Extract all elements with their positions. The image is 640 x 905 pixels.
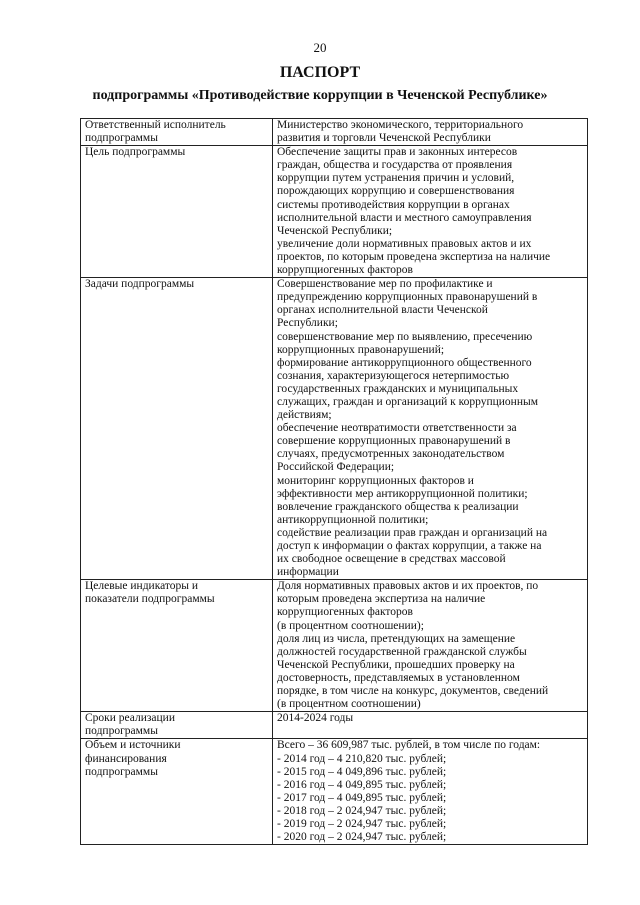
row-value-line: проектов, по которым проведена экспертиза на наличие — [277, 250, 551, 263]
row-value-line: коррупциогенных факторов — [277, 264, 413, 277]
row-value-cell — [273, 580, 588, 712]
row-label-line: подпрограммы — [85, 765, 158, 778]
table-row — [81, 278, 588, 580]
row-value-line: их свободное освещение в средствах массовой — [277, 553, 506, 566]
row-value-line: порядке, в том числе на конкурс, документов, сведений — [277, 685, 549, 698]
row-value-line: информации — [277, 566, 339, 579]
row-value-line: исполнительной власти и местного самоуправления — [277, 211, 532, 224]
row-value-line: системы противодействия коррупции в органах — [277, 198, 510, 211]
row-value-line: случаях, предусмотренных законодательством — [277, 448, 505, 461]
passport-table — [80, 118, 588, 845]
row-value-line: служащих, граждан и организаций к коррупционным — [277, 395, 538, 408]
row-label-line: подпрограммы — [85, 132, 158, 145]
row-value-line: коррупциогенных факторов — [277, 606, 413, 619]
row-value-line: - 2020 год – 2 024,947 тыс. рублей; — [277, 831, 447, 844]
row-value-line: - 2016 год – 4 049,895 тыс. рублей; — [277, 778, 447, 791]
row-value-cell — [273, 278, 588, 580]
table-row — [81, 580, 588, 712]
row-value-line: Всего – 36 609,987 тыс. рублей, в том числе по годам: — [277, 739, 541, 752]
row-label-line: Целевые индикаторы и — [85, 580, 199, 593]
row-value-line: Совершенствование мер по профилактике и — [277, 278, 493, 291]
row-value-line: - 2017 год – 4 049,895 тыс. рублей; — [277, 791, 447, 804]
row-value-cell — [273, 119, 588, 146]
row-value-line: государственных гражданских и муниципальных — [277, 382, 519, 395]
row-value-line: (в процентном соотношении); — [277, 619, 424, 632]
row-value-line: - 2018 год – 2 024,947 тыс. рублей; — [277, 804, 447, 817]
passport-table-body — [81, 119, 588, 845]
table-row — [81, 712, 588, 739]
row-label-line: Сроки реализации — [85, 712, 175, 725]
row-value-line: мониторинг коррупционных факторов и — [277, 474, 474, 487]
row-value-line: антикоррупционной политики; — [277, 513, 429, 526]
row-value-cell — [273, 146, 588, 278]
row-value-line: Доля нормативных правовых актов и их проектов, по — [277, 580, 539, 593]
row-label-line: Задачи подпрограммы — [85, 278, 195, 291]
row-value-line: сознания, характеризующегося нетерпимостью — [277, 369, 510, 382]
row-value-line: действиям; — [277, 409, 332, 422]
row-value-line: - 2019 год – 2 024,947 тыс. рублей; — [277, 817, 447, 830]
row-label-line: подпрограммы — [85, 725, 158, 738]
row-value-line: развития и торговли Чеченской Республики — [277, 132, 491, 145]
row-label-cell — [81, 580, 273, 712]
row-label-cell — [81, 739, 273, 845]
row-label-cell — [81, 146, 273, 278]
row-value-line: которым проведена экспертиза на наличие — [277, 593, 486, 606]
row-value-cell — [273, 739, 588, 845]
row-value-line: доля лиц из числа, претендующих на замещение — [277, 632, 516, 645]
row-value-line: достоверность, представляемых в установленном — [277, 671, 520, 684]
row-value-line: порождающих коррупцию и совершенствования — [277, 185, 515, 198]
row-value-line: органах исполнительной власти Чеченской — [277, 304, 488, 317]
row-value-line: - 2015 год – 4 049,896 тыс. рублей; — [277, 765, 447, 778]
row-label-line: Ответственный исполнитель — [85, 119, 226, 131]
row-label-line: финансирования — [85, 752, 167, 765]
row-value-line: Обеспечение защиты прав и законных интересов — [277, 146, 518, 159]
row-label-cell — [81, 119, 273, 146]
row-value-line: коррупции путем устранения причин и условий, — [277, 172, 515, 185]
page-number: 20 — [313, 40, 327, 55]
row-value-line: эффективности мер антикоррупционной политики; — [277, 487, 528, 500]
row-value-line: 2014-2024 годы — [277, 712, 354, 725]
document-subtitle: подпрограммы «Противодействие коррупции в Чеченской Республике» — [92, 88, 548, 103]
table-row — [81, 739, 588, 845]
row-label-cell — [81, 712, 273, 739]
row-value-line: формирование антикоррупционного общественного — [277, 356, 532, 369]
row-label-cell — [81, 278, 273, 580]
row-value-line: содействие реализации прав граждан и организаций на — [277, 526, 548, 539]
row-value-line: доступ к информации о фактах коррупции, а также на — [277, 540, 542, 552]
row-value-cell — [273, 712, 588, 739]
row-value-line: совершение коррупционных правонарушений в — [277, 435, 511, 448]
row-value-line: (в процентном соотношении) — [277, 698, 421, 711]
table-row — [81, 146, 588, 278]
table-row — [81, 119, 588, 146]
row-value-line: Чеченской Республики; — [277, 224, 393, 237]
row-value-line: предупреждению коррупционных правонарушений в — [277, 291, 538, 304]
row-value-line: коррупционных правонарушений; — [277, 343, 445, 356]
row-value-line: вовлечение гражданского общества к реализации — [277, 500, 519, 513]
document-title: ПАСПОРТ — [279, 64, 361, 81]
row-value-line: Республики; — [277, 317, 338, 330]
row-value-line: граждан, общества и государства от проявления — [277, 159, 513, 172]
row-value-line: должностей государственной гражданской службы — [277, 645, 527, 658]
row-value-line: - 2014 год – 4 210,820 тыс. рублей; — [277, 752, 447, 765]
row-value-line: Чеченской Республики, прошедших проверку на — [277, 658, 515, 671]
row-label-line: Цель подпрограммы — [85, 146, 186, 159]
row-value-line: совершенствование мер по выявлению, пресечению — [277, 330, 533, 343]
row-label-line: показатели подпрограммы — [85, 593, 215, 606]
row-value-line: Российской Федерации; — [277, 461, 395, 474]
row-value-line: Министерство экономического, территориального — [277, 119, 524, 131]
row-value-line: обеспечение неотвратимости ответственности за — [277, 422, 517, 435]
row-value-line: увеличение доли нормативных правовых актов и их — [277, 237, 532, 250]
row-label-line: Объем и источники — [85, 739, 181, 752]
